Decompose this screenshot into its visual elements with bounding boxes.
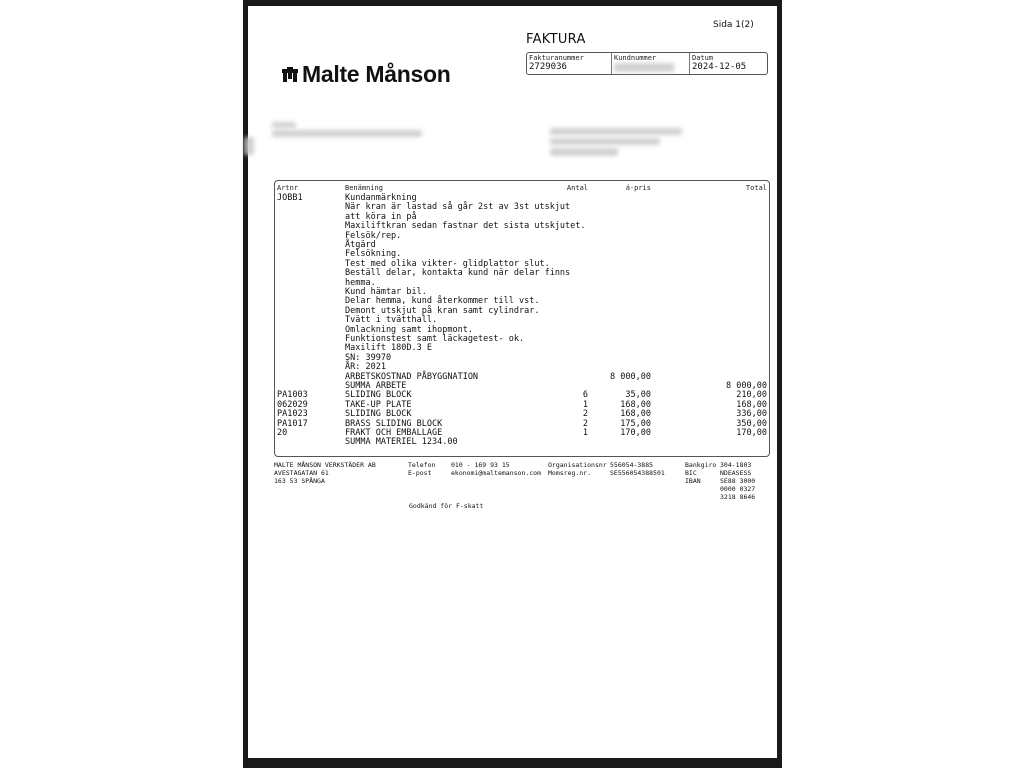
invoice-number-label: Fakturanummer [529, 54, 584, 62]
redacted-recipient-name [272, 122, 296, 128]
cell-benamning: FRAKT OCH EMBALLAGE [345, 428, 443, 438]
cell-benamning: BRASS SLIDING BLOCK [345, 418, 443, 429]
ftax-note: Godkänd för F-skatt [409, 502, 484, 510]
col-header-benamning: Benämning [345, 184, 383, 192]
cell-artnr: PA1023 [277, 409, 308, 420]
col-header-antal: Antal [566, 184, 588, 192]
invoice-number-value: 2729036 [529, 62, 567, 72]
cell-benamning: Kundanmärkning [345, 193, 417, 203]
date-label: Datum [692, 54, 714, 62]
cell-antal: 1 [582, 399, 588, 410]
cell-benamning: TAKE-UP PLATE [345, 399, 412, 410]
redacted-margin-mark [244, 137, 254, 155]
vat-label: Momsreg.nr. [548, 469, 592, 477]
footer-org-labels [548, 461, 607, 477]
cell-apris: 8 000,00 [610, 371, 651, 382]
cell-artnr: PA1017 [277, 418, 308, 429]
org-label: Organisationsnr [548, 461, 607, 469]
invoice-page [248, 6, 777, 758]
email-address: ekonomi@maltemanson.com [451, 469, 542, 477]
iban-line-2: 0000 0327 [720, 485, 756, 493]
phone-label: Telefon [408, 461, 436, 469]
cell-benamning: SUMMA ARBETE [345, 381, 407, 391]
cell-benamning: Beställ delar, kontakta kund när delar finns [345, 268, 571, 279]
iban-line-3: 3218 8646 [720, 493, 756, 501]
phone-number: 010 - 169 93 15 [451, 461, 510, 469]
cell-benamning: SLIDING BLOCK [345, 390, 412, 401]
cell-benamning: SLIDING BLOCK [345, 409, 412, 420]
redacted-customer-number [614, 63, 674, 72]
bankgiro-number: 304-1803 [720, 461, 752, 469]
cell-antal: 1 [582, 428, 588, 438]
iban-label: IBAN [685, 477, 701, 485]
bic-code: NDEASESS [720, 469, 752, 477]
cell-artnr: 062029 [277, 399, 308, 410]
cell-apris: 35,00 [625, 390, 651, 401]
cell-benamning: Maxilift 180D.3 E [345, 343, 432, 354]
cell-benamning: Test med olika vikter- glidplattor slut. [345, 258, 550, 269]
cell-artnr: PA1003 [277, 390, 308, 401]
cell-antal: 2 [582, 409, 588, 420]
cell-benamning: SUMMA MATERIEL 1234.00 [345, 437, 458, 448]
col-header-artnr: Artnr [277, 184, 299, 192]
redacted-recipient-address [272, 130, 422, 137]
customer-number-cell [614, 54, 656, 73]
email-label: E-post [408, 469, 432, 477]
vat-number: SE556054388501 [610, 469, 665, 477]
cell-total: 336,00 [736, 409, 767, 420]
material-sum-row [275, 438, 769, 448]
company-name: MALTE MÅNSON VERKSTÄDER AB [274, 461, 376, 469]
col-header-total: Total [745, 184, 767, 192]
cell-benamning: Felsökning. [345, 249, 402, 260]
malte-manson-logo-icon [281, 66, 299, 84]
footer-company [274, 461, 376, 485]
company-city: 163 53 SPÅNGA [274, 477, 325, 485]
cell-benamning: Delar hemma, kund återkommer till vst. [345, 296, 540, 307]
cell-total: 168,00 [736, 399, 767, 410]
cell-apris: 175,00 [620, 418, 651, 429]
invoice-meta-box [526, 52, 768, 75]
footer-contact-labels [408, 461, 435, 477]
footer-contact-values [451, 461, 541, 477]
cell-benamning: SN: 39970 [345, 352, 392, 363]
footer-bank-labels [685, 461, 716, 485]
cell-total: 8 000,00 [726, 381, 767, 391]
cell-benamning: Felsök/rep. [345, 230, 402, 241]
cell-apris: 168,00 [620, 409, 651, 420]
cell-total: 170,00 [736, 428, 767, 438]
iban-line-1: SE88 3000 [720, 477, 756, 485]
invoice-number-cell [529, 54, 584, 73]
meta-divider [611, 53, 612, 74]
cell-total: 210,00 [736, 390, 767, 401]
org-number: 556054-3885 [610, 461, 654, 469]
line-items-table [274, 180, 770, 457]
bankgiro-label: Bankgiro [685, 461, 717, 469]
cell-benamning: hemma. [345, 277, 376, 288]
cell-benamning: Åtgärd [345, 240, 376, 250]
cell-benamning: Tvätt i tvätthall. [345, 315, 438, 326]
cell-benamning: Omlackning samt ihopmont. [345, 324, 473, 335]
document-title: FAKTURA [526, 32, 586, 47]
cell-apris: 168,00 [620, 399, 651, 410]
meta-divider [689, 53, 690, 74]
redacted-delivery-line-3 [550, 148, 618, 156]
cell-benamning: ÅR: 2021 [345, 362, 386, 373]
company-logo [281, 61, 450, 88]
cell-artnr: 20 [277, 428, 288, 438]
cell-total: 350,00 [736, 418, 767, 429]
cell-antal: 6 [582, 390, 588, 401]
redacted-delivery-line-2 [550, 138, 660, 145]
cell-benamning: Maxiliftkran sedan fastnar det sista utskjutet. [345, 221, 586, 232]
cell-benamning: Kund hämtar bil. [345, 287, 427, 297]
date-value: 2024-12-05 [692, 62, 747, 72]
cell-benamning: Funktionstest samt läckagetest- ok. [345, 334, 525, 344]
date-cell [692, 54, 746, 73]
page-indicator: Sida 1(2) [713, 20, 754, 30]
bic-label: BIC [685, 469, 697, 477]
customer-number-label: Kundnummer [614, 54, 657, 62]
cell-benamning: Demont utskjut på kran samt cylindrar. [345, 305, 540, 316]
cell-antal: 2 [582, 418, 588, 429]
cell-apris: 170,00 [620, 428, 651, 438]
cell-benamning: När kran är lastad så går 2st av 3st utskjut [345, 202, 571, 213]
footer-org-values [610, 461, 665, 477]
footer-bank-values [720, 461, 755, 501]
col-header-apris: á-pris [625, 184, 651, 192]
redacted-delivery-line-1 [550, 128, 682, 135]
cell-benamning: att köra in på [345, 211, 417, 222]
logo-wordmark: Malte Månson [302, 61, 451, 87]
cell-benamning: ARBETSKOSTNAD PÅBYGGNATION [345, 371, 479, 382]
cell-artnr: JOBB1 [277, 193, 303, 203]
company-street: AVESTAGATAN 61 [274, 469, 329, 477]
